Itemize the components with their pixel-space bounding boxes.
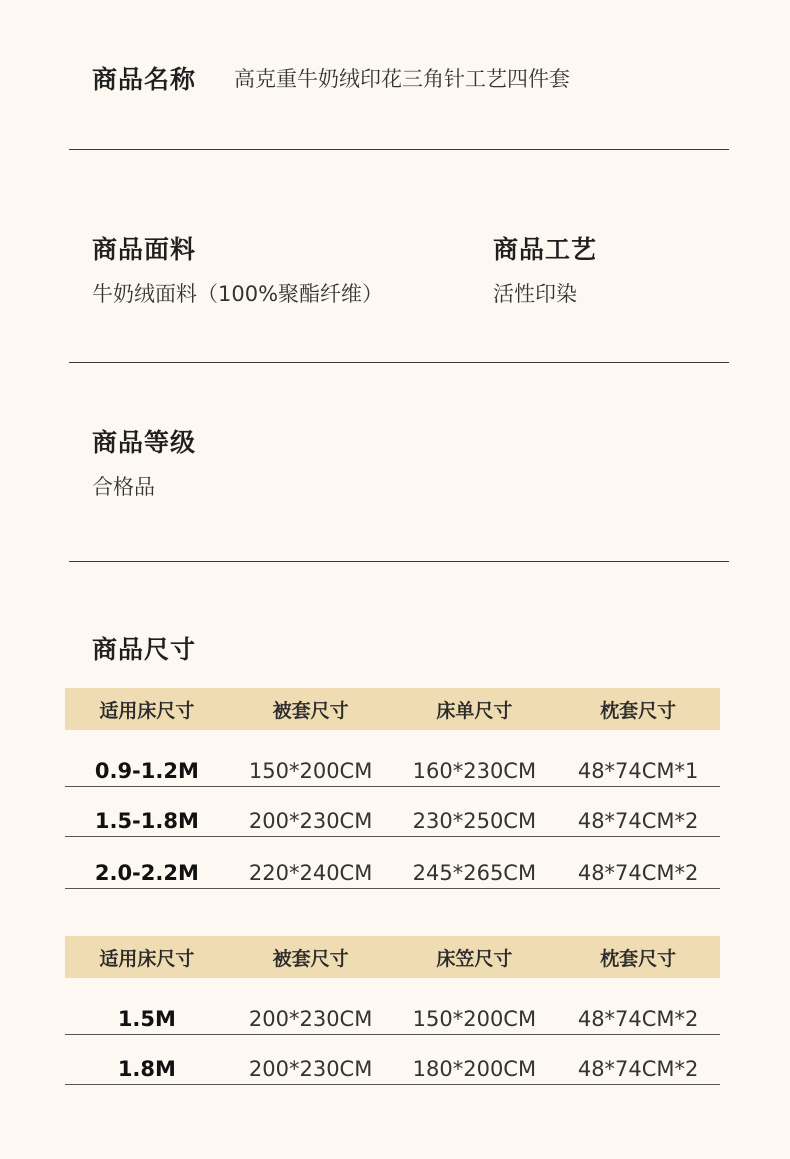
product-name-label: 商品名称 — [92, 65, 197, 94]
grade-label: 商品等级 — [92, 428, 197, 457]
header-cell: 床单尺寸 — [436, 699, 513, 722]
header-cell: 适用床尺寸 — [99, 947, 195, 970]
table-cell: 160*230CM — [412, 759, 537, 783]
header-cell: 被套尺寸 — [272, 699, 349, 722]
size-table-1 — [65, 688, 720, 889]
product-name-value: 高克重牛奶绒印花三角针工艺四件套 — [234, 67, 570, 91]
table-row — [65, 837, 720, 889]
table-cell: 0.9-1.2M — [94, 759, 199, 783]
header-cell: 适用床尺寸 — [99, 699, 195, 722]
size-label: 商品尺寸 — [92, 635, 197, 664]
craft-value: 活性印染 — [493, 282, 577, 306]
size-table-2 — [65, 936, 720, 1085]
table-cell: 48*74CM*2 — [577, 1007, 699, 1031]
table-cell: 230*250CM — [412, 809, 537, 833]
header-cell: 被套尺寸 — [272, 947, 349, 970]
table-cell: 200*230CM — [248, 809, 373, 833]
table-cell: 2.0-2.2M — [94, 861, 199, 885]
table-cell: 200*230CM — [248, 1057, 373, 1081]
table-cell: 1.5-1.8M — [94, 809, 199, 833]
header-cell: 枕套尺寸 — [600, 947, 677, 970]
table-cell: 245*265CM — [412, 861, 537, 885]
table-cell: 48*74CM*2 — [577, 861, 699, 885]
table-cell: 220*240CM — [248, 861, 373, 885]
table-cell: 180*200CM — [412, 1057, 537, 1081]
craft-label: 商品工艺 — [493, 235, 598, 264]
fabric-label: 商品面料 — [92, 235, 197, 264]
table-header — [65, 688, 720, 730]
table-row — [65, 978, 720, 1035]
table-cell: 48*74CM*1 — [577, 759, 699, 783]
divider — [69, 561, 729, 562]
table-row — [65, 730, 720, 787]
divider — [69, 149, 729, 150]
table-cell: 1.5M — [117, 1007, 176, 1031]
header-cell: 枕套尺寸 — [600, 699, 677, 722]
divider — [69, 362, 729, 363]
table-cell: 1.8M — [117, 1057, 176, 1081]
table-cell: 150*200CM — [412, 1007, 537, 1031]
header-cell: 床笠尺寸 — [436, 947, 513, 970]
table-cell: 48*74CM*2 — [577, 1057, 699, 1081]
table-cell: 200*230CM — [248, 1007, 373, 1031]
table-header — [65, 936, 720, 978]
table-cell: 150*200CM — [248, 759, 373, 783]
table-cell: 48*74CM*2 — [577, 809, 699, 833]
fabric-value: 牛奶绒面料（100%聚酯纤维） — [92, 282, 384, 306]
grade-value: 合格品 — [92, 475, 155, 499]
table-row — [65, 1035, 720, 1085]
table-row — [65, 787, 720, 837]
